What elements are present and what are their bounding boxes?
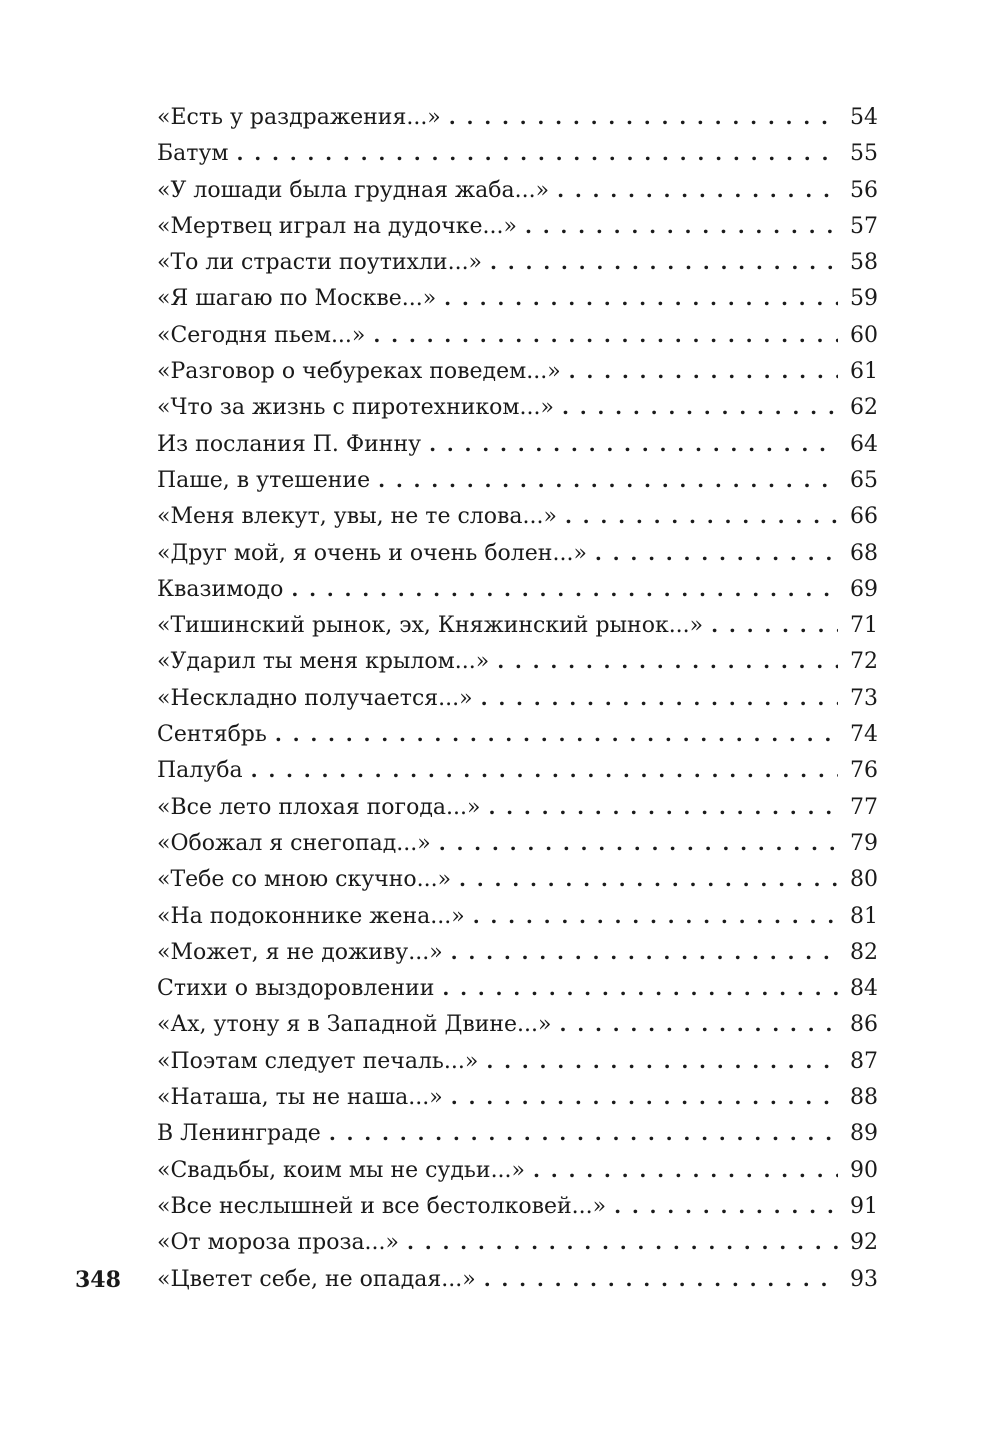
toc-entry-page: 54 <box>850 105 878 130</box>
toc-entry <box>157 643 878 679</box>
toc-entry-title: Квазимодо <box>157 576 284 602</box>
dot-leader <box>484 1261 838 1297</box>
toc-entry-title: «Цветет себе, не опадая...» <box>157 1266 476 1292</box>
dot-leader <box>488 789 838 825</box>
toc-entry <box>157 571 878 607</box>
dot-leader <box>459 861 838 897</box>
toc-entry-title: «То ли страсти поутихли...» <box>157 250 483 276</box>
toc-entry-page: 72 <box>850 649 878 675</box>
dot-leader <box>291 571 838 607</box>
toc-entry <box>157 535 878 571</box>
toc-entry-page: 69 <box>850 576 878 602</box>
toc-entry-title: «Все неслышней и все бестолковей...» <box>157 1193 607 1219</box>
toc-entry-title: «Есть у раздражения...» <box>157 105 441 130</box>
toc-entry-page: 66 <box>850 504 878 530</box>
dot-leader <box>533 1152 838 1188</box>
toc-entry-title: «Меня влекут, увы, не те слова...» <box>157 504 557 530</box>
dot-leader <box>449 99 838 135</box>
toc-entry <box>157 1152 878 1188</box>
dot-leader <box>237 135 838 171</box>
toc-entry-page: 55 <box>850 141 878 167</box>
toc-entry-title: «У лошади была грудная жаба...» <box>157 177 550 203</box>
toc-entry-page: 57 <box>850 213 878 239</box>
toc-entry <box>157 898 878 934</box>
toc-entry-title: Из послания П. Финну <box>157 431 422 457</box>
dot-leader <box>329 1115 838 1151</box>
toc-entry-title: «Нескладно получается...» <box>157 685 473 711</box>
toc-entry-page: 65 <box>850 467 878 493</box>
toc-entry-page: 61 <box>850 359 878 385</box>
toc-entry <box>157 716 878 752</box>
toc-entry-page: 74 <box>850 722 878 748</box>
toc-entry-page: 68 <box>850 540 878 566</box>
toc-entry-title: «Может, я не доживу...» <box>157 939 443 965</box>
toc-entry-page: 62 <box>850 395 878 421</box>
dot-leader <box>251 752 838 788</box>
dot-leader <box>473 898 838 934</box>
dot-leader <box>711 607 838 643</box>
toc-entry <box>157 789 878 825</box>
toc-entry-page: 79 <box>850 830 878 856</box>
toc-entry-page: 87 <box>850 1048 878 1074</box>
dot-leader <box>490 244 838 280</box>
toc-entry-title: Стихи о выздоровлении <box>157 976 435 1002</box>
toc-entry-title: «Поэтам следует печаль...» <box>157 1048 479 1074</box>
toc-entry <box>157 607 878 643</box>
dot-leader <box>429 426 838 462</box>
toc-entry <box>157 752 878 788</box>
toc-entry <box>157 353 878 389</box>
dot-leader <box>481 680 838 716</box>
toc-entry <box>157 462 878 498</box>
toc-entry-page: 86 <box>850 1012 878 1038</box>
toc-entry <box>157 135 878 171</box>
toc-entry <box>157 680 878 716</box>
toc-entry <box>157 1188 878 1224</box>
toc-entry-page: 73 <box>850 685 878 711</box>
dot-leader <box>525 208 838 244</box>
toc-entry-title: «На подоконнике жена...» <box>157 903 465 929</box>
toc-entry-title: Паше, в утешение <box>157 467 371 493</box>
toc-entry <box>157 1043 878 1079</box>
toc-entry-page: 82 <box>850 939 878 965</box>
dot-leader <box>439 825 838 861</box>
toc-entry-page: 89 <box>850 1121 878 1147</box>
dot-leader <box>565 498 838 534</box>
toc-entry-page: 93 <box>850 1266 878 1292</box>
toc-entry-title: «Я шагаю по Москве...» <box>157 286 437 312</box>
dot-leader <box>569 353 838 389</box>
toc-entry <box>157 426 878 462</box>
toc-entry <box>157 172 878 208</box>
toc-entry-title: «Мертвец играл на дудочке...» <box>157 213 517 239</box>
dot-leader <box>444 280 838 316</box>
toc-entry-title: «Сегодня пьем...» <box>157 322 366 348</box>
toc-entry <box>157 317 878 353</box>
toc-entry-page: 91 <box>850 1193 878 1219</box>
toc-entry <box>157 498 878 534</box>
toc-entry-page: 56 <box>850 177 878 203</box>
toc-entry-title: «От мороза проза...» <box>157 1230 399 1256</box>
dot-leader <box>557 172 838 208</box>
toc-entry-page: 84 <box>850 976 878 1002</box>
toc-entry-title: «Свадьбы, коим мы не судьи...» <box>157 1157 526 1183</box>
toc-entry-title: Сентябрь <box>157 722 267 748</box>
dot-leader <box>614 1188 838 1224</box>
toc-entry <box>157 861 878 897</box>
toc-entry-title: «Наташа, ты не наша...» <box>157 1085 443 1111</box>
toc-entry-title: «Ах, утону я в Западной Двине...» <box>157 1012 552 1038</box>
toc-entry-page: 64 <box>850 431 878 457</box>
toc-entry <box>157 934 878 970</box>
dot-leader <box>560 1006 839 1042</box>
dot-leader <box>595 535 838 571</box>
toc-entry-page: 58 <box>850 250 878 276</box>
toc-entry-page: 60 <box>850 322 878 348</box>
toc-entry <box>157 1224 878 1260</box>
toc-entry <box>157 1079 878 1115</box>
toc-entry-title: «Все лето плохая погода...» <box>157 794 481 820</box>
toc-entry-title: «Обожал я снегопад...» <box>157 830 431 856</box>
toc-entry-title: «Друг мой, я очень и очень болен...» <box>157 540 587 566</box>
toc-entry <box>157 389 878 425</box>
dot-leader <box>497 643 838 679</box>
toc-entry-title: «Ударил ты меня крылом...» <box>157 649 490 675</box>
toc-entry-page: 81 <box>850 903 878 929</box>
toc-entry <box>157 208 878 244</box>
dot-leader <box>486 1043 838 1079</box>
dot-leader <box>451 1079 838 1115</box>
toc-entry <box>157 825 878 861</box>
toc-entry-title: Батум <box>157 141 229 167</box>
toc-entry <box>157 280 878 316</box>
dot-leader <box>407 1224 838 1260</box>
toc-entry <box>157 99 878 135</box>
toc-entry-page: 90 <box>850 1157 878 1183</box>
table-of-contents <box>157 99 878 1297</box>
dot-leader <box>378 462 838 498</box>
page-number: 348 <box>75 1267 121 1293</box>
toc-entry <box>157 244 878 280</box>
toc-entry-page: 92 <box>850 1230 878 1256</box>
toc-entry-title: «Тишинский рынок, эх, Княжинский рынок...» <box>157 613 704 639</box>
toc-entry-page: 80 <box>850 867 878 893</box>
toc-entry-title: В Ленинграде <box>157 1121 321 1147</box>
toc-entry <box>157 1006 878 1042</box>
toc-entry-page: 59 <box>850 286 878 312</box>
toc-entry <box>157 1261 878 1297</box>
toc-entry-title: Палуба <box>157 758 243 784</box>
toc-entry-page: 71 <box>850 613 878 639</box>
dot-leader <box>373 317 838 353</box>
toc-entry <box>157 970 878 1006</box>
toc-entry-page: 77 <box>850 794 878 820</box>
toc-entry-title: «Что за жизнь с пиротехником...» <box>157 395 554 421</box>
toc-entry-page: 88 <box>850 1085 878 1111</box>
toc-entry <box>157 1115 878 1151</box>
toc-entry-title: «Тебе со мною скучно...» <box>157 867 452 893</box>
dot-leader <box>562 389 838 425</box>
dot-leader <box>275 716 838 752</box>
toc-entry-page: 76 <box>850 758 878 784</box>
toc-entry-title: «Разговор о чебуреках поведем...» <box>157 359 561 385</box>
dot-leader <box>442 970 838 1006</box>
dot-leader <box>451 934 838 970</box>
